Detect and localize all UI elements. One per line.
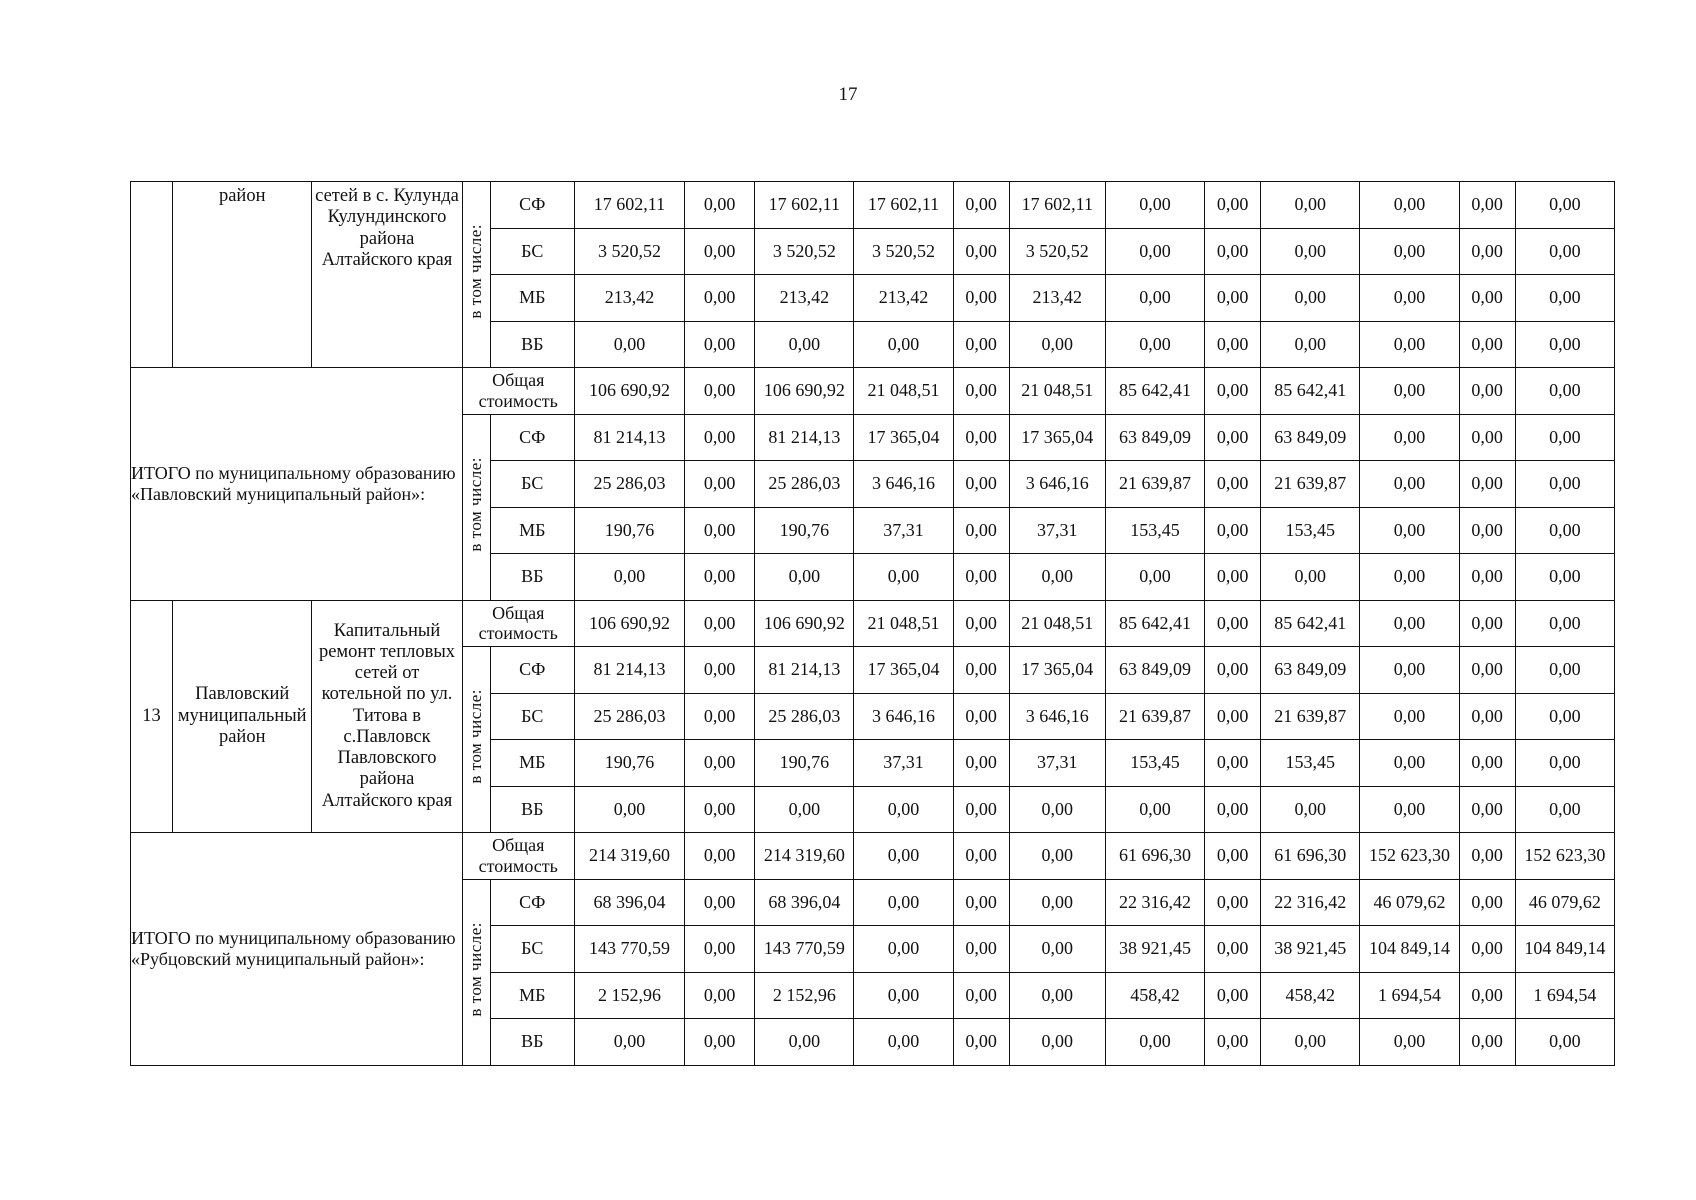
fund-source-label: МБ xyxy=(490,740,574,787)
value-cell: 2 152,96 xyxy=(755,972,854,1019)
fund-source-label: СФ xyxy=(490,182,574,229)
value-cell: 17 602,11 xyxy=(574,182,684,229)
table-row xyxy=(131,182,1615,229)
value-cell: 0,00 xyxy=(1459,461,1515,508)
value-cell: 0,00 xyxy=(1515,275,1614,322)
value-cell: 85 642,41 xyxy=(1105,368,1204,415)
value-cell: 0,00 xyxy=(685,321,755,368)
table-row xyxy=(131,600,1615,647)
value-cell: 0,00 xyxy=(1515,600,1614,647)
value-cell: 106 690,92 xyxy=(574,600,684,647)
value-cell: 68 396,04 xyxy=(755,879,854,926)
fund-source-label: СФ xyxy=(490,879,574,926)
value-cell: 25 286,03 xyxy=(755,461,854,508)
value-cell: 63 849,09 xyxy=(1261,414,1360,461)
value-cell: 213,42 xyxy=(854,275,953,322)
value-cell: 37,31 xyxy=(854,507,953,554)
value-cell: 46 079,62 xyxy=(1515,879,1614,926)
value-cell: 0,00 xyxy=(1360,786,1459,833)
value-cell: 0,00 xyxy=(1261,1019,1360,1066)
value-cell: 0,00 xyxy=(1205,461,1261,508)
value-cell: 106 690,92 xyxy=(755,368,854,415)
value-cell: 0,00 xyxy=(1261,228,1360,275)
vertical-label-text: в том числе: xyxy=(466,689,486,784)
value-cell: 0,00 xyxy=(1360,275,1459,322)
value-cell: 0,00 xyxy=(1205,182,1261,229)
value-cell: 21 048,51 xyxy=(854,368,953,415)
fund-source-label: ВБ xyxy=(490,321,574,368)
value-cell: 0,00 xyxy=(685,740,755,787)
value-cell: 0,00 xyxy=(1205,321,1261,368)
value-cell: 190,76 xyxy=(755,507,854,554)
value-cell: 0,00 xyxy=(953,879,1009,926)
value-cell: 143 770,59 xyxy=(755,926,854,973)
municipality-total-label: ИТОГО по муниципальному образованию «Павловский муниципальный район»: xyxy=(131,368,463,601)
value-cell: 0,00 xyxy=(685,554,755,601)
value-cell: 0,00 xyxy=(1360,321,1459,368)
value-cell: 0,00 xyxy=(1459,182,1515,229)
value-cell: 0,00 xyxy=(1459,833,1515,880)
value-cell: 25 286,03 xyxy=(574,693,684,740)
value-cell: 0,00 xyxy=(1459,693,1515,740)
value-cell: 0,00 xyxy=(755,1019,854,1066)
value-cell: 0,00 xyxy=(1205,647,1261,694)
value-cell: 0,00 xyxy=(685,368,755,415)
value-cell: 0,00 xyxy=(1009,1019,1105,1066)
value-cell: 0,00 xyxy=(685,461,755,508)
value-cell: 0,00 xyxy=(1205,228,1261,275)
value-cell: 0,00 xyxy=(685,414,755,461)
value-cell: 153,45 xyxy=(1261,740,1360,787)
value-cell: 81 214,13 xyxy=(574,414,684,461)
value-cell: 0,00 xyxy=(1459,740,1515,787)
value-cell: 0,00 xyxy=(1105,1019,1204,1066)
value-cell: 0,00 xyxy=(1459,786,1515,833)
value-cell: 17 365,04 xyxy=(1009,647,1105,694)
value-cell: 0,00 xyxy=(685,600,755,647)
value-cell: 0,00 xyxy=(1515,461,1614,508)
value-cell: 0,00 xyxy=(1515,507,1614,554)
value-cell: 85 642,41 xyxy=(1105,600,1204,647)
value-cell: 3 646,16 xyxy=(854,461,953,508)
value-cell: 0,00 xyxy=(854,321,953,368)
value-cell: 0,00 xyxy=(1459,1019,1515,1066)
value-cell: 22 316,42 xyxy=(1261,879,1360,926)
value-cell: 0,00 xyxy=(1360,740,1459,787)
vertical-label-text: в том числе: xyxy=(466,921,486,1017)
value-cell: 0,00 xyxy=(1009,833,1105,880)
value-cell: 0,00 xyxy=(1459,228,1515,275)
value-cell: 3 646,16 xyxy=(1009,693,1105,740)
value-cell: 0,00 xyxy=(953,926,1009,973)
value-cell: 0,00 xyxy=(953,833,1009,880)
value-cell: 214 319,60 xyxy=(574,833,684,880)
value-cell: 0,00 xyxy=(953,972,1009,1019)
value-cell: 0,00 xyxy=(1360,414,1459,461)
value-cell: 0,00 xyxy=(1205,600,1261,647)
value-cell: 25 286,03 xyxy=(755,693,854,740)
in-that-number-label xyxy=(462,414,490,600)
value-cell: 0,00 xyxy=(1515,554,1614,601)
value-cell: 0,00 xyxy=(1515,740,1614,787)
value-cell: 3 520,52 xyxy=(1009,228,1105,275)
value-cell: 0,00 xyxy=(1459,321,1515,368)
value-cell: 0,00 xyxy=(1459,507,1515,554)
value-cell: 0,00 xyxy=(953,647,1009,694)
value-cell: 0,00 xyxy=(953,786,1009,833)
municipality-total-label: ИТОГО по муниципальному образованию «Рубцовский муниципальный район»: xyxy=(131,833,463,1066)
value-cell: 0,00 xyxy=(685,833,755,880)
value-cell: 0,00 xyxy=(1459,368,1515,415)
value-cell: 85 642,41 xyxy=(1261,368,1360,415)
fund-source-label: МБ xyxy=(490,972,574,1019)
value-cell: 22 316,42 xyxy=(1105,879,1204,926)
value-cell: 3 520,52 xyxy=(755,228,854,275)
value-cell: 0,00 xyxy=(953,1019,1009,1066)
value-cell: 0,00 xyxy=(685,972,755,1019)
value-cell: 0,00 xyxy=(953,228,1009,275)
value-cell: 0,00 xyxy=(953,693,1009,740)
value-cell: 0,00 xyxy=(1459,600,1515,647)
value-cell: 0,00 xyxy=(1105,786,1204,833)
value-cell: 21 639,87 xyxy=(1105,693,1204,740)
value-cell: 0,00 xyxy=(685,879,755,926)
table-row xyxy=(131,833,1615,880)
value-cell: 38 921,45 xyxy=(1261,926,1360,973)
value-cell: 81 214,13 xyxy=(755,414,854,461)
value-cell: 0,00 xyxy=(1515,368,1614,415)
value-cell: 68 396,04 xyxy=(574,879,684,926)
value-cell: 0,00 xyxy=(1105,228,1204,275)
value-cell: 0,00 xyxy=(685,926,755,973)
value-cell: 0,00 xyxy=(1515,693,1614,740)
value-cell: 0,00 xyxy=(1360,368,1459,415)
value-cell: 1 694,54 xyxy=(1515,972,1614,1019)
value-cell: 152 623,30 xyxy=(1360,833,1459,880)
value-cell: 213,42 xyxy=(1009,275,1105,322)
fund-source-label: ВБ xyxy=(490,554,574,601)
value-cell: 152 623,30 xyxy=(1515,833,1614,880)
value-cell: 143 770,59 xyxy=(574,926,684,973)
value-cell: 0,00 xyxy=(1515,1019,1614,1066)
value-cell: 0,00 xyxy=(1205,1019,1261,1066)
value-cell: 213,42 xyxy=(574,275,684,322)
fund-source-label: БС xyxy=(490,461,574,508)
value-cell: 0,00 xyxy=(1360,461,1459,508)
value-cell: 104 849,14 xyxy=(1515,926,1614,973)
value-cell: 0,00 xyxy=(1205,740,1261,787)
value-cell: 0,00 xyxy=(1205,926,1261,973)
value-cell: 0,00 xyxy=(1515,321,1614,368)
fund-source-label: МБ xyxy=(490,507,574,554)
value-cell: 0,00 xyxy=(953,554,1009,601)
district-cell: район xyxy=(173,182,312,368)
value-cell: 3 646,16 xyxy=(1009,461,1105,508)
value-cell: 0,00 xyxy=(1459,879,1515,926)
value-cell: 190,76 xyxy=(574,507,684,554)
value-cell: 3 520,52 xyxy=(854,228,953,275)
value-cell: 3 520,52 xyxy=(574,228,684,275)
value-cell: 0,00 xyxy=(1515,182,1614,229)
fund-source-label: БС xyxy=(490,693,574,740)
value-cell: 0,00 xyxy=(953,600,1009,647)
value-cell: 0,00 xyxy=(1515,647,1614,694)
budget-table xyxy=(130,181,1615,1066)
value-cell: 0,00 xyxy=(1360,693,1459,740)
value-cell: 0,00 xyxy=(1360,507,1459,554)
value-cell: 0,00 xyxy=(953,414,1009,461)
in-that-number-label xyxy=(462,182,490,368)
value-cell: 0,00 xyxy=(1105,554,1204,601)
value-cell: 0,00 xyxy=(1105,182,1204,229)
value-cell: 0,00 xyxy=(1360,554,1459,601)
value-cell: 458,42 xyxy=(1105,972,1204,1019)
vertical-label-text: в том числе: xyxy=(466,224,486,319)
value-cell: 0,00 xyxy=(1205,507,1261,554)
value-cell: 0,00 xyxy=(1459,926,1515,973)
value-cell: 46 079,62 xyxy=(1360,879,1459,926)
value-cell: 0,00 xyxy=(854,972,953,1019)
value-cell: 0,00 xyxy=(1205,786,1261,833)
value-cell: 17 602,11 xyxy=(1009,182,1105,229)
value-cell: 0,00 xyxy=(953,182,1009,229)
value-cell: 1 694,54 xyxy=(1360,972,1459,1019)
value-cell: 0,00 xyxy=(755,554,854,601)
value-cell: 0,00 xyxy=(1261,321,1360,368)
value-cell: 61 696,30 xyxy=(1261,833,1360,880)
value-cell: 0,00 xyxy=(574,786,684,833)
value-cell: 17 365,04 xyxy=(854,647,953,694)
fund-source-label: СФ xyxy=(490,647,574,694)
value-cell: 0,00 xyxy=(1459,275,1515,322)
value-cell: 0,00 xyxy=(1205,833,1261,880)
value-cell: 0,00 xyxy=(854,554,953,601)
value-cell: 0,00 xyxy=(685,786,755,833)
value-cell: 17 365,04 xyxy=(854,414,953,461)
total-cost-label: Общая стоимость xyxy=(462,600,574,647)
value-cell: 213,42 xyxy=(755,275,854,322)
value-cell: 0,00 xyxy=(1360,647,1459,694)
value-cell: 214 319,60 xyxy=(755,833,854,880)
value-cell: 0,00 xyxy=(1009,786,1105,833)
value-cell: 153,45 xyxy=(1261,507,1360,554)
row-number-cell: 13 xyxy=(131,600,173,833)
value-cell: 0,00 xyxy=(1205,879,1261,926)
value-cell: 37,31 xyxy=(854,740,953,787)
value-cell: 0,00 xyxy=(1515,414,1614,461)
value-cell: 0,00 xyxy=(854,1019,953,1066)
value-cell: 0,00 xyxy=(1261,182,1360,229)
value-cell: 17 602,11 xyxy=(755,182,854,229)
total-cost-label: Общая стоимость xyxy=(462,368,574,415)
value-cell: 0,00 xyxy=(755,786,854,833)
value-cell: 0,00 xyxy=(574,321,684,368)
value-cell: 0,00 xyxy=(854,926,953,973)
fund-source-label: МБ xyxy=(490,275,574,322)
value-cell: 0,00 xyxy=(685,693,755,740)
value-cell: 0,00 xyxy=(953,461,1009,508)
value-cell: 0,00 xyxy=(1261,554,1360,601)
value-cell: 0,00 xyxy=(1205,972,1261,1019)
value-cell: 0,00 xyxy=(1105,321,1204,368)
value-cell: 0,00 xyxy=(1009,879,1105,926)
value-cell: 0,00 xyxy=(1009,554,1105,601)
value-cell: 0,00 xyxy=(953,368,1009,415)
in-that-number-label xyxy=(462,647,490,833)
value-cell: 21 639,87 xyxy=(1261,693,1360,740)
value-cell: 0,00 xyxy=(755,321,854,368)
value-cell: 0,00 xyxy=(953,740,1009,787)
total-cost-label: Общая стоимость xyxy=(462,833,574,880)
value-cell: 0,00 xyxy=(1205,693,1261,740)
value-cell: 106 690,92 xyxy=(574,368,684,415)
value-cell: 0,00 xyxy=(685,647,755,694)
district-cell: Павловский муниципальный район xyxy=(173,600,312,833)
value-cell: 0,00 xyxy=(685,275,755,322)
fund-source-label: ВБ xyxy=(490,786,574,833)
value-cell: 0,00 xyxy=(1360,1019,1459,1066)
value-cell: 0,00 xyxy=(953,507,1009,554)
value-cell: 0,00 xyxy=(854,786,953,833)
value-cell: 153,45 xyxy=(1105,740,1204,787)
value-cell: 0,00 xyxy=(953,275,1009,322)
value-cell: 38 921,45 xyxy=(1105,926,1204,973)
value-cell: 0,00 xyxy=(574,1019,684,1066)
value-cell: 0,00 xyxy=(1515,786,1614,833)
in-that-number-label xyxy=(462,879,490,1065)
value-cell: 21 048,51 xyxy=(854,600,953,647)
value-cell: 81 214,13 xyxy=(574,647,684,694)
value-cell: 0,00 xyxy=(685,228,755,275)
value-cell: 3 646,16 xyxy=(854,693,953,740)
value-cell: 21 048,51 xyxy=(1009,600,1105,647)
value-cell: 37,31 xyxy=(1009,507,1105,554)
value-cell: 0,00 xyxy=(1360,600,1459,647)
value-cell: 0,00 xyxy=(1459,972,1515,1019)
value-cell: 0,00 xyxy=(1009,321,1105,368)
value-cell: 190,76 xyxy=(755,740,854,787)
value-cell: 0,00 xyxy=(574,554,684,601)
value-cell: 0,00 xyxy=(1360,228,1459,275)
value-cell: 21 639,87 xyxy=(1261,461,1360,508)
value-cell: 17 602,11 xyxy=(854,182,953,229)
value-cell: 0,00 xyxy=(1459,554,1515,601)
vertical-label-text: в том числе: xyxy=(466,456,486,552)
value-cell: 63 849,09 xyxy=(1261,647,1360,694)
value-cell: 0,00 xyxy=(1009,972,1105,1019)
row-number-cell xyxy=(131,182,173,368)
value-cell: 0,00 xyxy=(1261,786,1360,833)
value-cell: 0,00 xyxy=(1261,275,1360,322)
value-cell: 0,00 xyxy=(1459,414,1515,461)
value-cell: 0,00 xyxy=(685,182,755,229)
value-cell: 0,00 xyxy=(685,1019,755,1066)
object-cell: Капитальный ремонт тепловых сетей от котельной по ул. Титова в с.Павловск Павловского района Алтайского края xyxy=(312,600,462,833)
value-cell: 63 849,09 xyxy=(1105,647,1204,694)
value-cell: 61 696,30 xyxy=(1105,833,1204,880)
value-cell: 0,00 xyxy=(1205,275,1261,322)
fund-source-label: ВБ xyxy=(490,1019,574,1066)
value-cell: 0,00 xyxy=(1459,647,1515,694)
value-cell: 190,76 xyxy=(574,740,684,787)
value-cell: 0,00 xyxy=(1205,368,1261,415)
value-cell: 458,42 xyxy=(1261,972,1360,1019)
value-cell: 85 642,41 xyxy=(1261,600,1360,647)
value-cell: 0,00 xyxy=(1205,414,1261,461)
value-cell: 153,45 xyxy=(1105,507,1204,554)
value-cell: 0,00 xyxy=(1105,275,1204,322)
value-cell: 0,00 xyxy=(1205,554,1261,601)
value-cell: 0,00 xyxy=(685,507,755,554)
value-cell: 0,00 xyxy=(953,321,1009,368)
value-cell: 0,00 xyxy=(1360,182,1459,229)
fund-source-label: БС xyxy=(490,926,574,973)
value-cell: 63 849,09 xyxy=(1105,414,1204,461)
value-cell: 2 152,96 xyxy=(574,972,684,1019)
page-number: 17 xyxy=(838,84,858,105)
value-cell: 37,31 xyxy=(1009,740,1105,787)
value-cell: 17 365,04 xyxy=(1009,414,1105,461)
value-cell: 106 690,92 xyxy=(755,600,854,647)
object-cell: сетей в с. Кулунда Кулундинского района Алтайского края xyxy=(312,182,462,368)
value-cell: 0,00 xyxy=(854,833,953,880)
value-cell: 0,00 xyxy=(1009,926,1105,973)
fund-source-label: БС xyxy=(490,228,574,275)
table-row xyxy=(131,368,1615,415)
value-cell: 0,00 xyxy=(1515,228,1614,275)
value-cell: 104 849,14 xyxy=(1360,926,1459,973)
value-cell: 21 048,51 xyxy=(1009,368,1105,415)
fund-source-label: СФ xyxy=(490,414,574,461)
value-cell: 0,00 xyxy=(854,879,953,926)
value-cell: 81 214,13 xyxy=(755,647,854,694)
value-cell: 21 639,87 xyxy=(1105,461,1204,508)
value-cell: 25 286,03 xyxy=(574,461,684,508)
